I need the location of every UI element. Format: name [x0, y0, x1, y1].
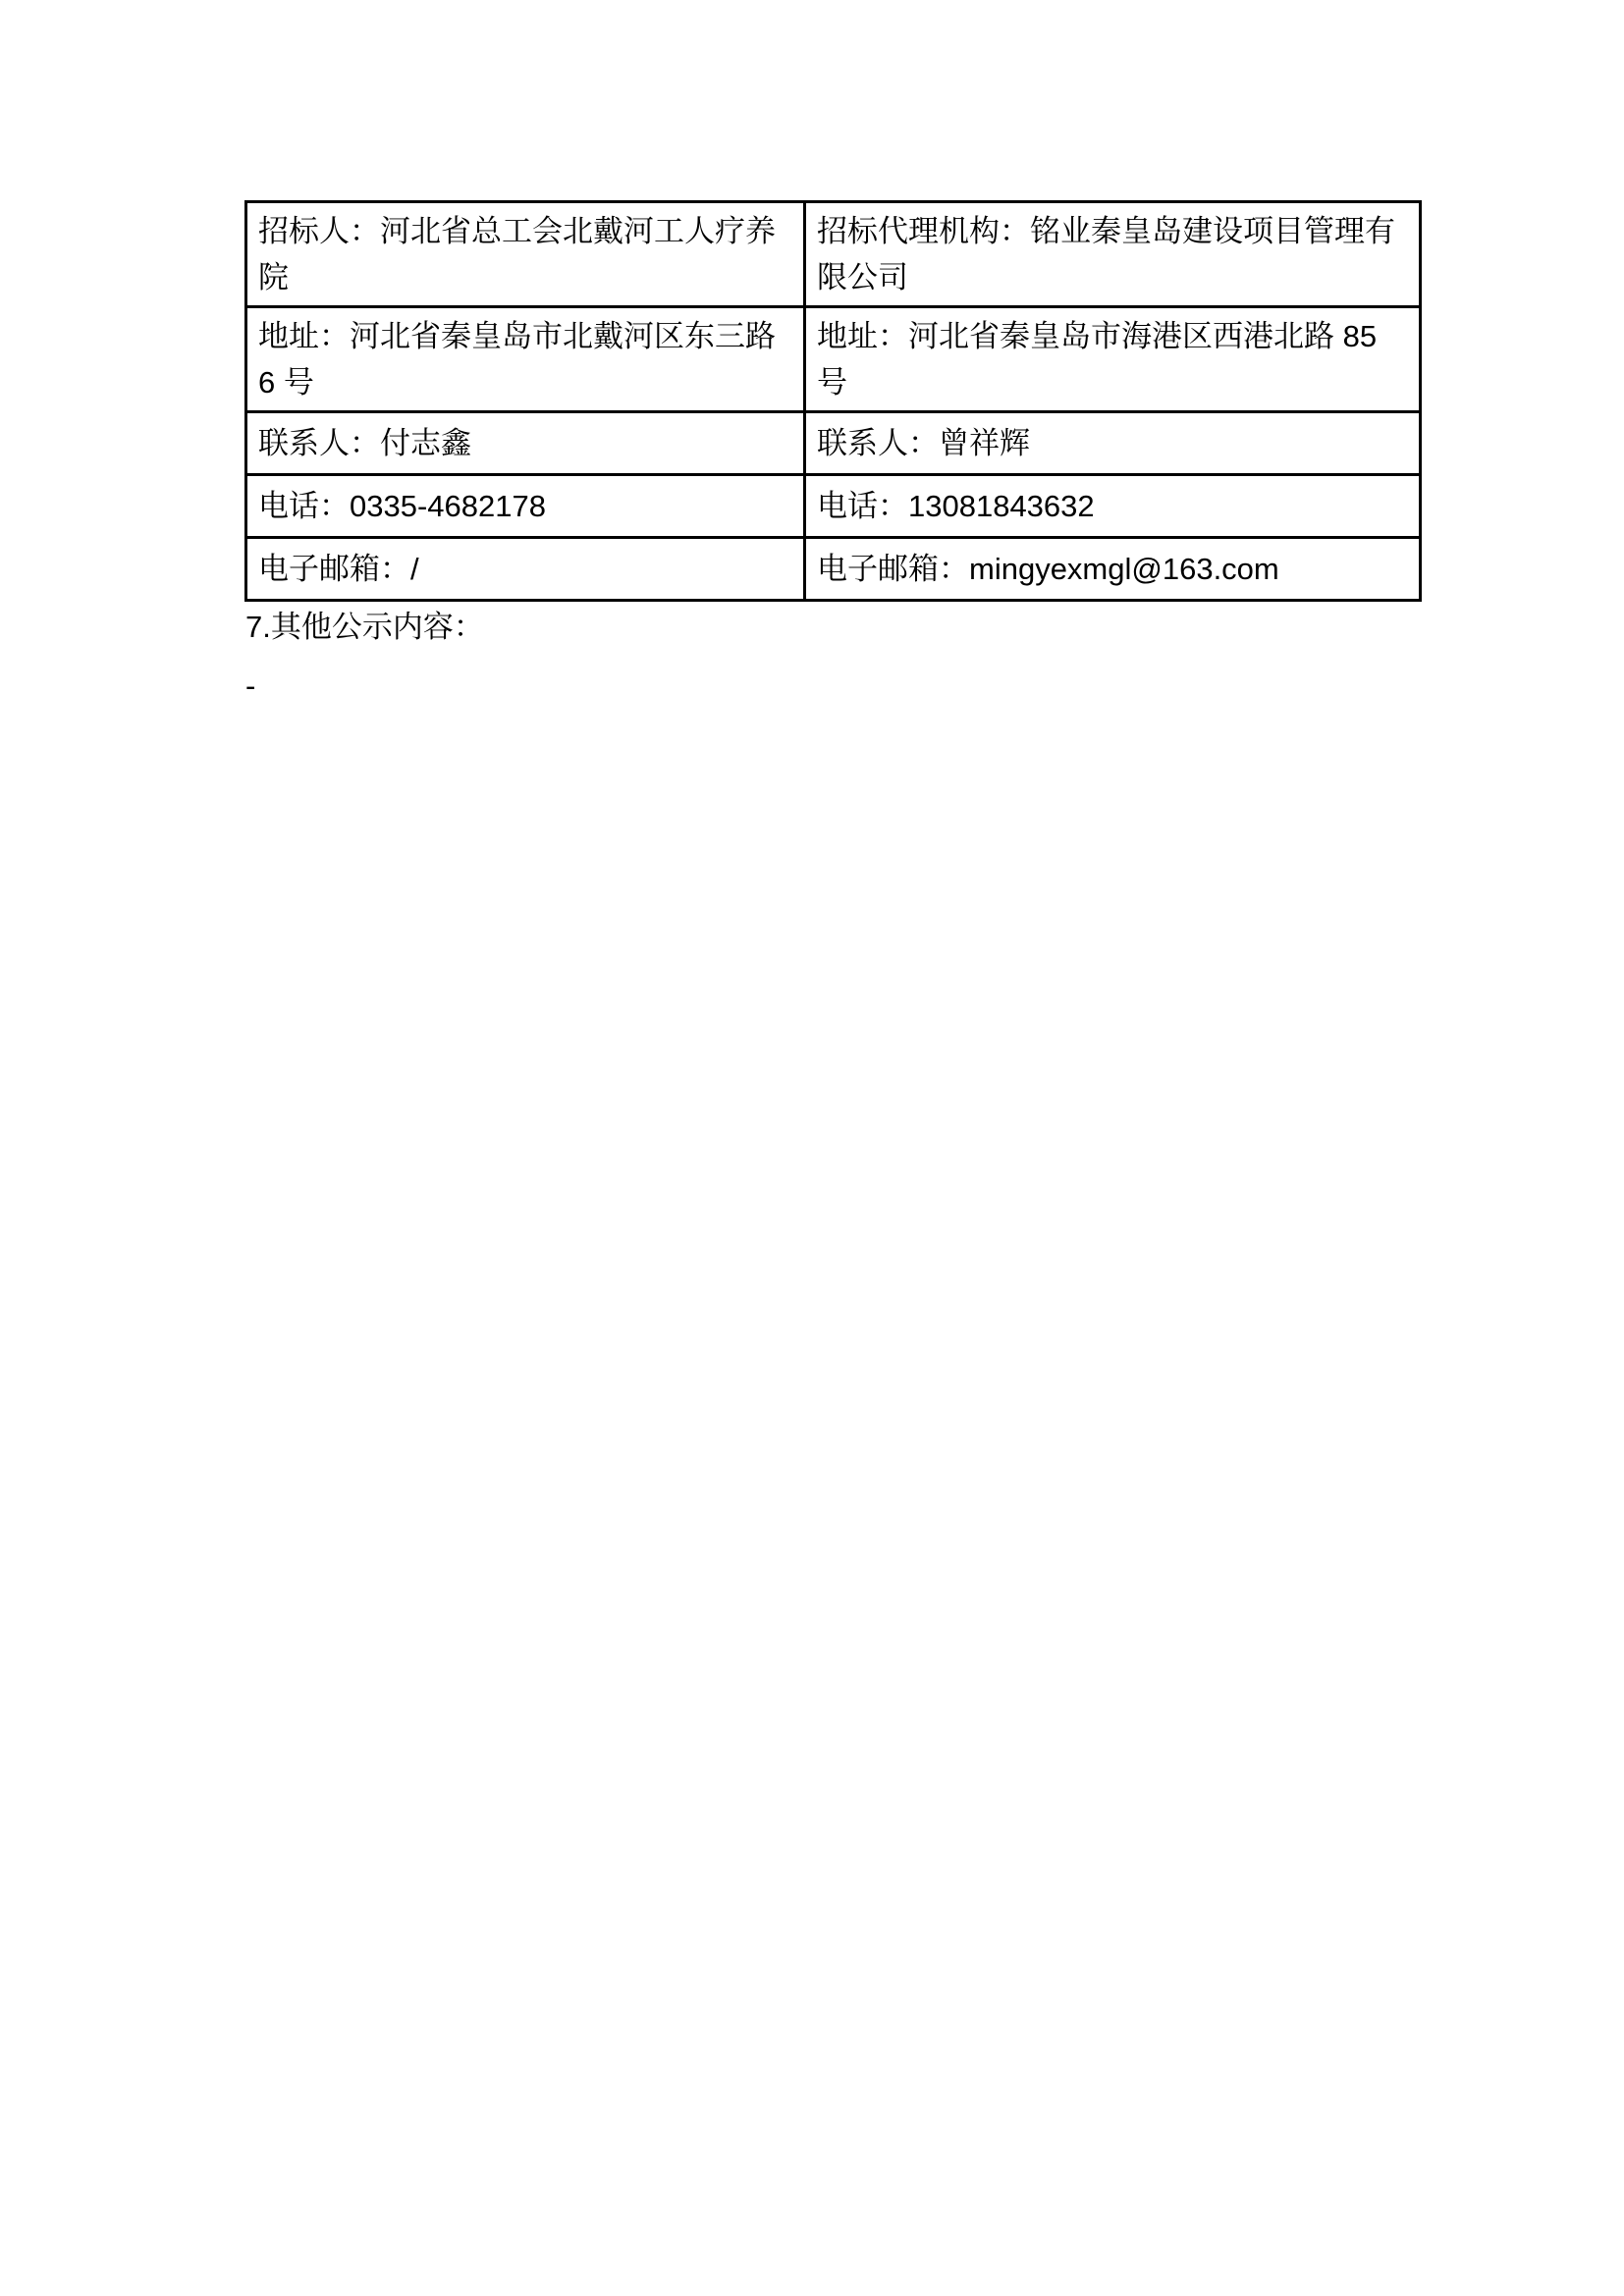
table-row: [246, 307, 1421, 412]
tenderer-email-cell: 电子邮箱：/: [246, 538, 805, 601]
table-row: [246, 412, 1421, 475]
placeholder-dash-text: -: [245, 668, 256, 703]
tenderer-name-cell: 招标人：河北省总工会北戴河工人疗养院: [246, 202, 805, 307]
agency-phone-cell: 电话：13081843632: [805, 475, 1421, 538]
table-row: [246, 538, 1421, 601]
tenderer-address-cell: 地址：河北省秦皇岛市北戴河区东三路 6 号: [246, 307, 805, 412]
tenderer-phone-cell: 电话：0335-4682178: [246, 475, 805, 538]
other-publicity-content-heading: 7.其他公示内容：: [245, 610, 484, 644]
tender-contact-table: [244, 200, 1422, 602]
agency-email-cell: 电子邮箱：mingyexmgl@163.com: [805, 538, 1421, 601]
agency-name-cell: 招标代理机构：铭业秦皇岛建设项目管理有限公司: [805, 202, 1421, 307]
agency-contact-person-cell: 联系人：曾祥辉: [805, 412, 1421, 475]
table-row: [246, 475, 1421, 538]
agency-address-cell: 地址：河北省秦皇岛市海港区西港北路 85 号: [805, 307, 1421, 412]
tenderer-contact-person-cell: 联系人：付志鑫: [246, 412, 805, 475]
table-row: [246, 202, 1421, 307]
